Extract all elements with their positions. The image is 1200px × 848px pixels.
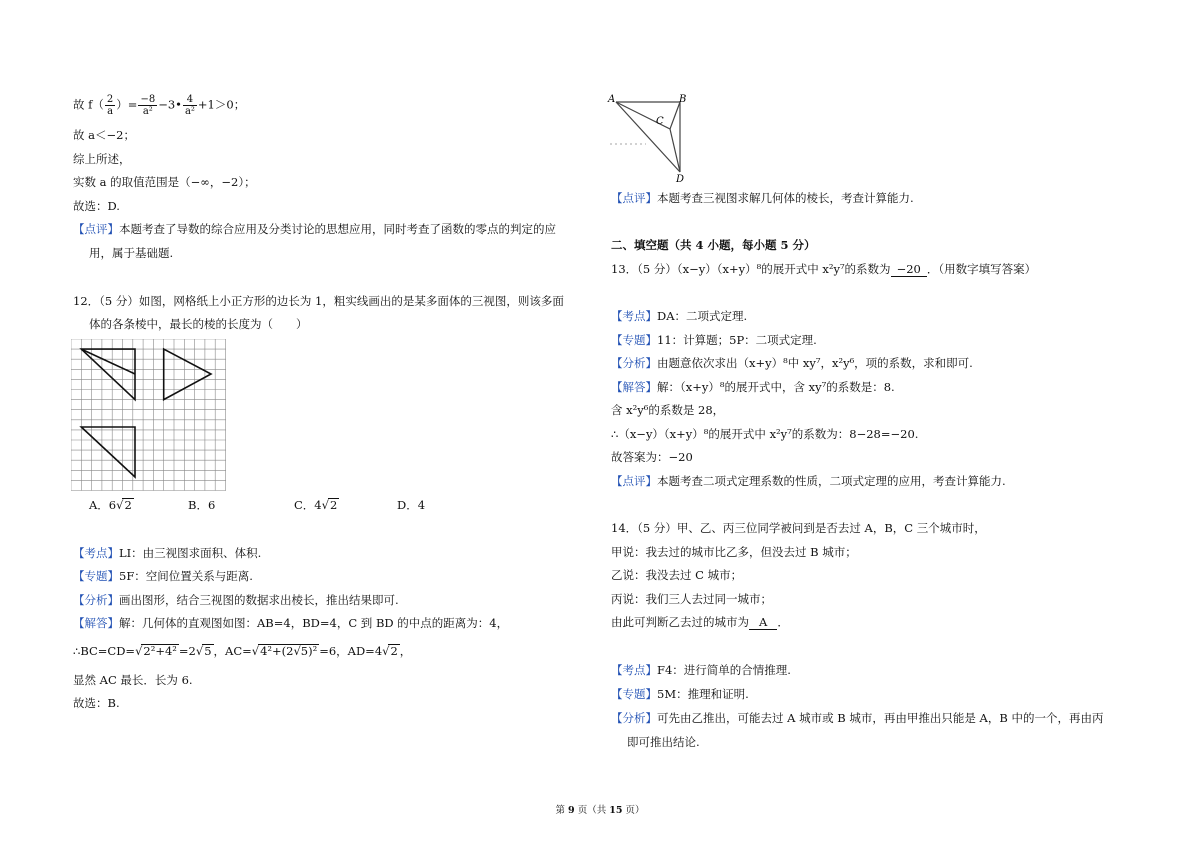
question-12-line2: 体的各条棱中，最长的棱的长度为（ ） — [89, 317, 308, 331]
kaodian-line — [73, 545, 261, 561]
answer-blank: −20 — [891, 263, 927, 277]
formula-line: ∴BC=CD=√2²+4² =2√5 ，AC=√4²+(2√5)² =6，AD=4√2 ， — [73, 644, 412, 658]
tag-label: 【点评】 — [611, 474, 657, 488]
radicand: 2 — [329, 498, 338, 512]
kaodian-line — [611, 662, 791, 678]
question-14-line3: 乙说：我没去过 C 城市； — [611, 568, 743, 582]
text-span: DA：二项式定理. — [657, 309, 748, 323]
zhuanti-line — [611, 686, 749, 702]
jieda-line — [611, 379, 895, 395]
denominator: a² — [184, 106, 195, 117]
fenxi-line — [611, 355, 973, 371]
solution-line: 含 x²y⁶的系数是 28， — [611, 403, 725, 417]
three-view-grid-figure — [71, 339, 227, 493]
option-text: C．4 — [294, 498, 322, 512]
tag-label: 【专题】 — [611, 333, 657, 347]
page-footer — [0, 802, 1200, 816]
footer-text: 第 — [555, 805, 569, 816]
text-span: =2 — [178, 644, 196, 658]
section-heading: 二、填空题（共 4 小题，每小题 5 分） — [611, 238, 816, 252]
text-span: ． — [777, 615, 789, 629]
text-span: 本题考查了导数的综合应用及分类讨论的思想应用，同时考查了函数的零点的判定的应 — [119, 222, 556, 236]
denominator: a — [107, 106, 114, 117]
text-span: ．（用数字填写答案） — [926, 262, 1037, 276]
option-b: B．6 — [188, 498, 216, 512]
dianping-line — [611, 473, 1006, 489]
fenxi-line — [73, 592, 399, 608]
fenxi-line — [611, 710, 1103, 726]
answer-blank: A — [749, 616, 777, 630]
text-span: 画出图形，结合三视图的数据求出棱长，推出结果即可. — [119, 593, 399, 607]
tag-label: 【分析】 — [73, 593, 119, 607]
fenxi-line-cont: 即可推出结论. — [627, 735, 700, 749]
label-d: D — [676, 174, 685, 184]
conclusion-line: 显然 AC 最长．长为 6. — [73, 673, 193, 687]
line-choice: 故选：D. — [73, 199, 120, 213]
text-span: F4：进行简单的合情推理. — [657, 663, 791, 677]
fraction — [183, 94, 197, 117]
tag-label: 【考点】 — [73, 546, 119, 560]
denominator: a² — [142, 106, 153, 117]
text-span: 由此可判断乙去过的城市为 — [611, 615, 749, 629]
numerator: 2 — [106, 94, 114, 105]
option-text: A．6 — [89, 498, 117, 512]
fraction — [105, 94, 115, 117]
question-13 — [611, 261, 1036, 277]
zhuanti-line — [611, 332, 817, 348]
text-span: −3• — [158, 97, 182, 112]
answer-line: 故选：B. — [73, 696, 120, 710]
text-span: ， — [399, 644, 412, 658]
tag-label: 【考点】 — [611, 663, 657, 677]
text-span: ∴BC=CD= — [73, 644, 136, 658]
comment-line-cont: 用，属于基础题. — [89, 246, 174, 260]
text-span: +1＞0； — [197, 97, 246, 112]
tag-label: 【解答】 — [611, 380, 657, 394]
option-d: D．4 — [397, 498, 426, 512]
tag-label: 【点评】 — [611, 191, 657, 205]
jieda-line — [73, 615, 508, 631]
solution-line: ∴（x−y）（x+y）⁸的展开式中 x²y⁷的系数为：8−28=−20. — [611, 427, 919, 441]
question-14-line4: 丙说：我们三人去过同一城市； — [611, 592, 772, 606]
text-span: 本题考查三视图求解几何体的棱长，考查计算能力. — [657, 191, 914, 205]
zhuanti-line — [73, 568, 253, 584]
text-span: 13．（5 分）（x−y）（x+y）⁸的展开式中 x²y⁷的系数为 — [611, 262, 891, 276]
tag-label: 【专题】 — [611, 687, 657, 701]
option-c: C．4√2 — [294, 498, 338, 512]
line-f-value — [73, 94, 245, 117]
footer-text: 页（共 — [574, 805, 610, 816]
pyramid-figure — [606, 92, 696, 184]
label-b: B — [679, 94, 687, 105]
radicand: 4²+(2√5)² — [260, 644, 318, 658]
tag-label: 【点评】 — [73, 222, 119, 236]
radicand: 2²+4² — [143, 644, 177, 658]
question-14-line2: 甲说：我去过的城市比乙多，但没去过 B 城市； — [611, 545, 857, 559]
answer-line: 故答案为：−20 — [611, 450, 693, 464]
question-14-line5 — [611, 614, 789, 630]
text-span: 可先由乙推出，可能去过 A 城市或 B 城市，再由甲推出只能是 A，B 中的一个，再由丙 — [657, 711, 1104, 725]
footer-text: 页） — [622, 805, 645, 816]
label-a: A — [608, 94, 616, 105]
text-span: 5F：空间位置关系与距离. — [119, 569, 253, 583]
radicand: 2 — [390, 644, 398, 658]
line-summary: 综上所述， — [73, 152, 131, 166]
tag-label: 【解答】 — [73, 616, 119, 630]
tag-label: 【专题】 — [73, 569, 119, 583]
question-12-line1: 12．（5 分）如图，网格纸上小正方形的边长为 1，粗实线画出的是某多面体的三视图，则该多面 — [73, 294, 564, 308]
question-14-line1: 14．（5 分）甲、乙、丙三位同学被问到是否去过 A，B，C 三个城市时， — [611, 521, 986, 535]
label-c: C — [656, 116, 664, 127]
text-span: 解：几何体的直观图如图：AB=4，BD=4，C 到 BD 的中点的距离为：4， — [119, 616, 509, 630]
text-span: 5M：推理和证明. — [657, 687, 749, 701]
text-span: ）= — [116, 97, 138, 112]
option-a: A．6√2 — [89, 498, 132, 512]
text-span: 本题考查二项式定理系数的性质，二项式定理的应用，考查计算能力. — [657, 474, 1006, 488]
text-span: 故 f（ — [73, 97, 104, 112]
line-range: 实数 a 的取值范围是（−∞，−2）； — [73, 175, 256, 189]
text-span: 解：（x+y）⁸的展开式中，含 xy⁷的系数是：8. — [657, 380, 895, 394]
numerator: −8 — [140, 94, 156, 105]
comment-line — [73, 221, 556, 237]
total-pages: 15 — [609, 805, 623, 816]
text-span: =6，AD=4 — [319, 644, 383, 658]
numerator: 4 — [183, 94, 197, 106]
line-a-range: 故 a＜−2； — [73, 128, 135, 142]
text-span: LI：由三视图求面积、体积. — [119, 546, 262, 560]
radicand: 5 — [204, 644, 212, 658]
page-number: 9 — [568, 805, 575, 816]
tag-label: 【分析】 — [611, 356, 657, 370]
radicand: 2 — [124, 498, 132, 512]
text-span: 11：计算题；5P：二项式定理. — [657, 333, 817, 347]
text-span: 由题意依次求出（x+y）⁸中 xy⁷，x²y⁶，项的系数，求和即可. — [657, 356, 973, 370]
fraction — [138, 94, 157, 117]
tag-label: 【考点】 — [611, 309, 657, 323]
text-span: ，AC= — [213, 644, 252, 658]
dianping-line — [611, 190, 914, 206]
kaodian-line — [611, 308, 747, 324]
tag-label: 【分析】 — [611, 711, 657, 725]
